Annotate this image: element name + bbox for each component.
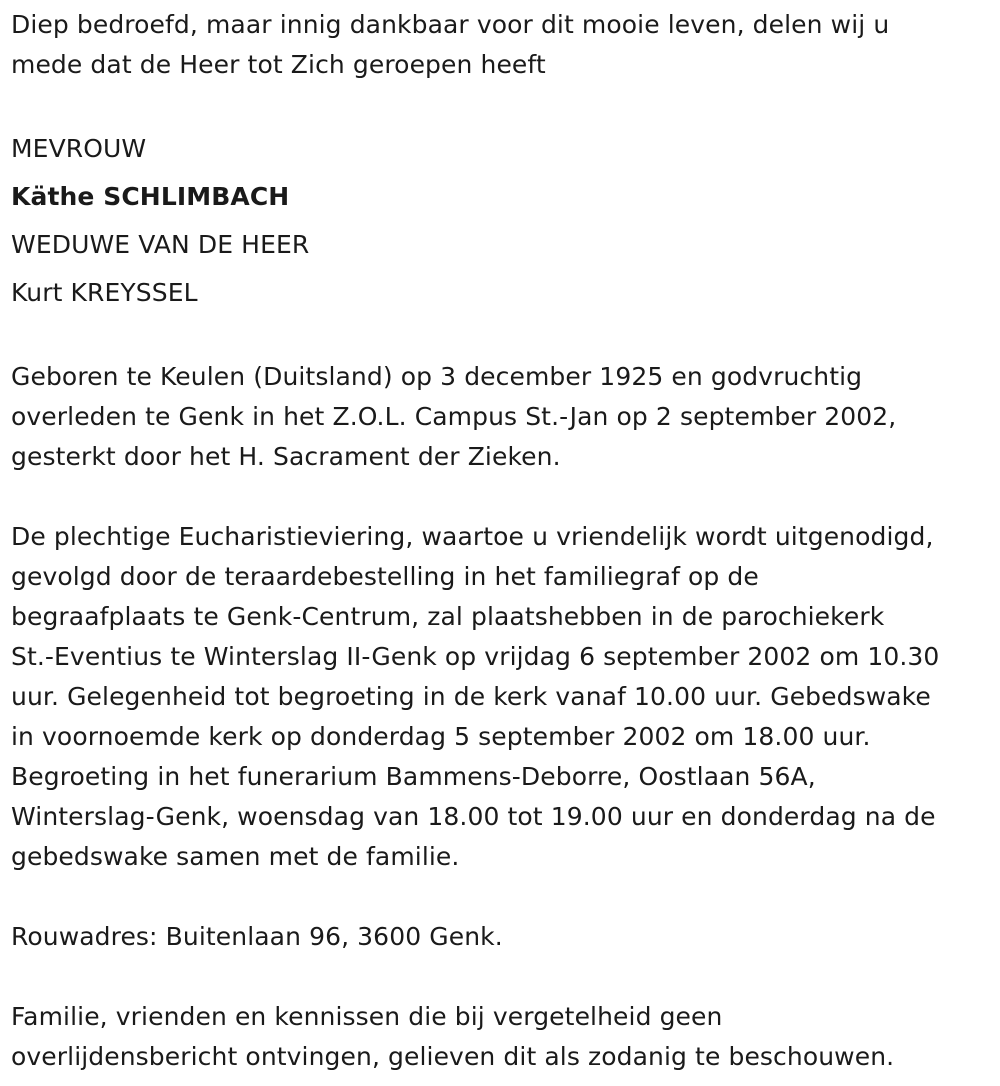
text-line: St.-Eventius te Winterslag II-Genk op vrijdag 6 september 2002 om 10.30 [11,642,940,671]
text-line: Rouwadres: Buitenlaan 96, 3600 Genk. [11,922,503,951]
text-line: De plechtige Eucharistieviering, waartoe u vriendelijk wordt uitgenodigd, [11,522,934,551]
text-line: Diep bedroefd, maar innig dankbaar voor dit mooie leven, delen wij u [11,10,890,39]
text-line: uur. Gelegenheid tot begroeting in de kerk vanaf 10.00 uur. Gebedswake [11,682,931,711]
address-paragraph [11,917,991,957]
text-line: Familie, vrienden en kennissen die bij vergetelheid geen [11,1002,723,1031]
text-line: begraafplaats te Genk-Centrum, zal plaatshebben in de parochiekerk [11,602,885,631]
ceremony-paragraph [11,517,991,877]
text-line: gesterkt door het H. Sacrament der Zieken. [11,442,561,471]
text-line: overlijdensbericht ontvingen, gelieven dit als zodanig te beschouwen. [11,1042,895,1071]
text-line: overleden te Genk in het Z.O.L. Campus St.-Jan op 2 september 2002, [11,402,897,431]
relation-label: WEDUWE VAN DE HEER [11,230,310,259]
obituary-notice [11,5,991,1077]
text-line: in voornoemde kerk op donderdag 5 september 2002 om 18.00 uur. [11,722,871,751]
honorific: MEVROUW [11,134,147,163]
spouse-name: Kurt KREYSSEL [11,278,198,307]
text-line: Winterslag-Genk, woensdag van 18.00 tot 19.00 uur en donderdag na de [11,802,936,831]
intro-paragraph [11,5,991,85]
deceased-name-block [11,125,991,317]
closing-paragraph [11,997,991,1077]
birth-death-paragraph [11,357,991,477]
deceased-name: Käthe SCHLIMBACH [11,182,290,211]
text-line: gebedswake samen met de familie. [11,842,460,871]
text-line: mede dat de Heer tot Zich geroepen heeft [11,50,546,79]
text-line: Geboren te Keulen (Duitsland) op 3 december 1925 en godvruchtig [11,362,863,391]
text-line: Begroeting in het funerarium Bammens-Deborre, Oostlaan 56A, [11,762,816,791]
text-line: gevolgd door de teraardebestelling in het familiegraf op de [11,562,759,591]
